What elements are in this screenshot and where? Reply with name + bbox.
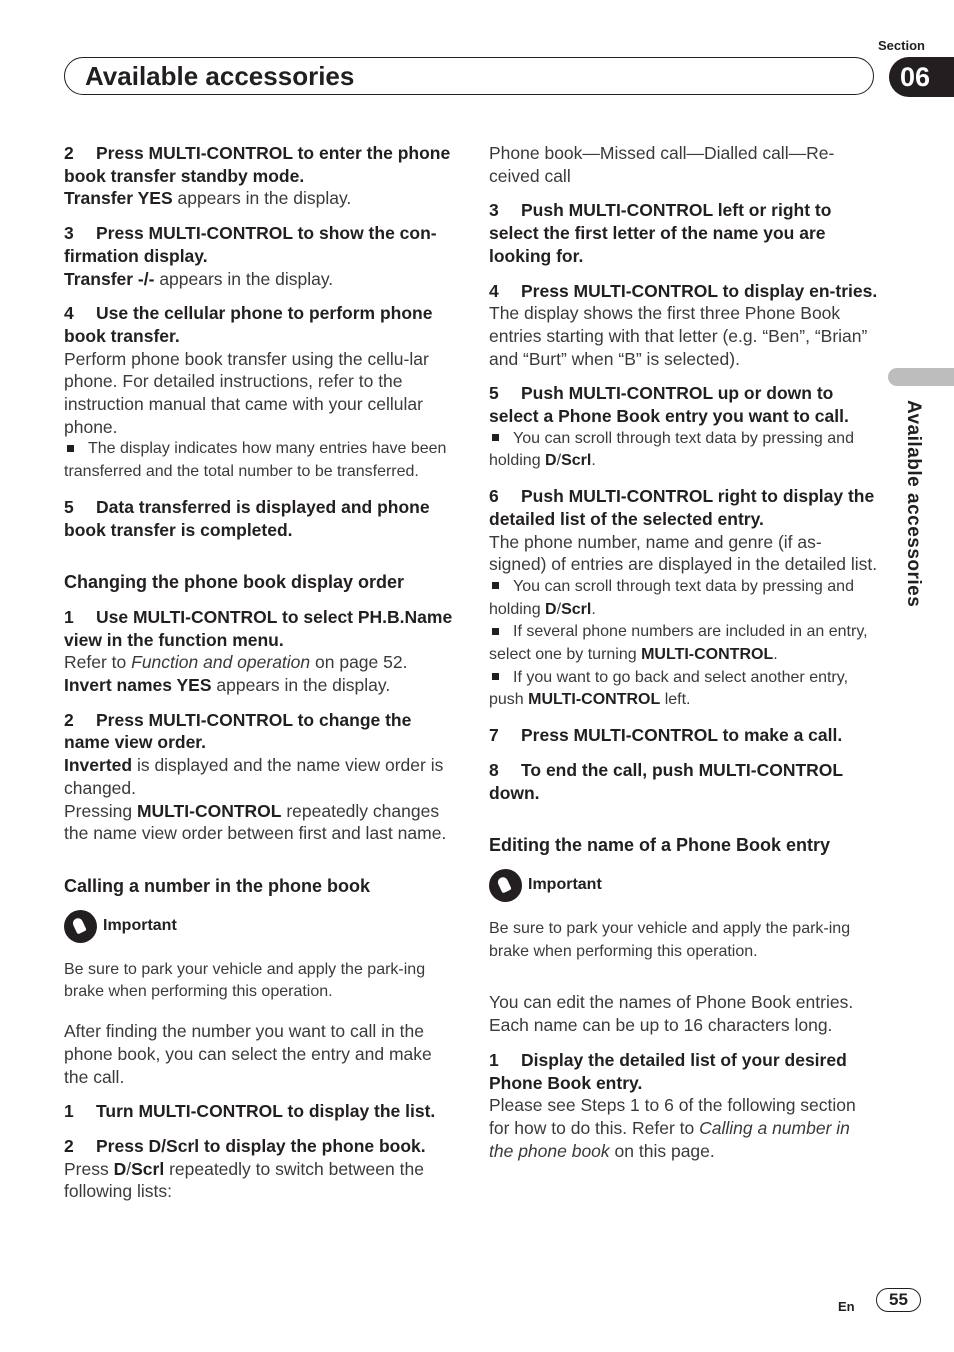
step-body: Press D/Scrl repeatedly to switch between the following lists: (64, 1158, 424, 1202)
subsection-heading: Editing the name of a Phone Book entry (489, 835, 831, 856)
page-number: 55 (876, 1288, 921, 1312)
side-tab-label: Available accessories (903, 400, 924, 608)
left-column (64, 142, 454, 1203)
section-label: Section (878, 38, 925, 53)
step-body: Transfer -/- appears in the display. (64, 268, 334, 289)
step-heading: 6 Push MULTI-CONTROL right to display the detailed list of the selected entry. (489, 486, 875, 529)
step-heading: 1 Display the detailed list of your desired Phone Book entry. (489, 1049, 847, 1093)
important-icon (489, 869, 522, 902)
note: You can scroll through text data by pressing and holding D/Scrl. (489, 429, 854, 470)
step-heading: 1 Turn MULTI-CONTROL to display the list. (64, 1101, 436, 1122)
step-heading: 4 Use the cellular phone to perform phone book transfer. (64, 303, 433, 346)
subsection-heading: Changing the phone book display order (64, 572, 405, 593)
step-body: Refer to Function and operation on page 52. Invert names YES appears in the display. (64, 652, 408, 696)
step-heading: 5 Push MULTI-CONTROL up or down to select a Phone Book entry you want to call. (489, 383, 849, 427)
note: You can scroll through text data by pressing and holding D/Scrl. (489, 577, 854, 618)
important-text: Be sure to park your vehicle and apply the park-ing brake when performing this operation. (64, 960, 426, 1001)
lists-text: Phone book—Missed call—Dialled call—Re-ceived call (489, 143, 835, 186)
step-heading: 7 Press MULTI-CONTROL to make a call. (489, 725, 843, 746)
section-number-tab: 06 (889, 57, 954, 97)
step-heading: 2 Press D/Scrl to display the phone book. (64, 1135, 426, 1156)
bullet-square-icon (492, 628, 499, 635)
important-label: Important (489, 869, 879, 902)
important-label: Important (64, 910, 454, 943)
bullet-square-icon (492, 673, 499, 680)
page-title: Available accessories (85, 61, 355, 91)
note: The display indicates how many entries have been transferred and the total number to be transferred. (64, 440, 447, 481)
bullet-square-icon (67, 445, 74, 452)
bullet-square-icon (492, 582, 499, 589)
step-heading: 2 Press MULTI-CONTROL to change the name view order. (64, 709, 412, 753)
note: If several phone numbers are included in an entry, select one by turning MULTI-CONTROL. (489, 623, 868, 664)
subsection-heading: Calling a number in the phone book (64, 875, 371, 896)
step-body: Transfer YES appears in the display. (64, 188, 352, 209)
step-heading: 2 Press MULTI-CONTROL to enter the phone book transfer standby mode. (64, 143, 451, 186)
step-heading: 3 Press MULTI-CONTROL to show the con-firmation display. (64, 223, 437, 266)
side-tab-bar (888, 368, 954, 386)
step-body: Inverted is displayed and the name view order is changed. Pressing MULTI-CONTROL repeatedly changes the name view order between first and last name. (64, 755, 447, 844)
step-heading: 8 To end the call, push MULTI-CONTROL down. (489, 759, 843, 803)
right-column (489, 142, 879, 1162)
intro-text: You can edit the names of Phone Book entries. Each name can be up to 16 characters long. (489, 992, 854, 1036)
step-heading: 4 Press MULTI-CONTROL to display en-tries. (489, 280, 878, 301)
important-icon (64, 910, 97, 943)
step-body: The phone number, name and genre (if as-signed) of entries are displayed in the detailed list. (489, 531, 878, 575)
step-heading: 5 Data transferred is displayed and phone book transfer is completed. (64, 496, 430, 540)
step-body: The display shows the first three Phone Book entries starting with that letter (e.g. “Ben”, “Brian” and “Burt” when “B” is selected). (489, 303, 868, 369)
note: If you want to go back and select another entry, push MULTI-CONTROL left. (489, 668, 849, 709)
bullet-square-icon (492, 434, 499, 441)
step-heading: 3 Push MULTI-CONTROL left or right to select the first letter of the name you are looking for. (489, 200, 832, 266)
language-label: En (838, 1299, 855, 1314)
title-box (64, 57, 874, 95)
step-body: Perform phone book transfer using the cellu-lar phone. For detailed instructions, refer to the instruction manual that came with your cellular phone. (64, 348, 429, 437)
intro-text: After finding the number you want to call in the phone book, you can select the entry and make the call. (64, 1021, 432, 1087)
step-heading: 1 Use MULTI-CONTROL to select PH.B.Name view in the function menu. (64, 606, 453, 650)
step-body: Please see Steps 1 to 6 of the following section for how to do this. Refer to Calling a number in the phone book on this page. (489, 1095, 856, 1161)
important-text: Be sure to park your vehicle and apply the park-ing brake when performing this operation. (489, 919, 851, 960)
